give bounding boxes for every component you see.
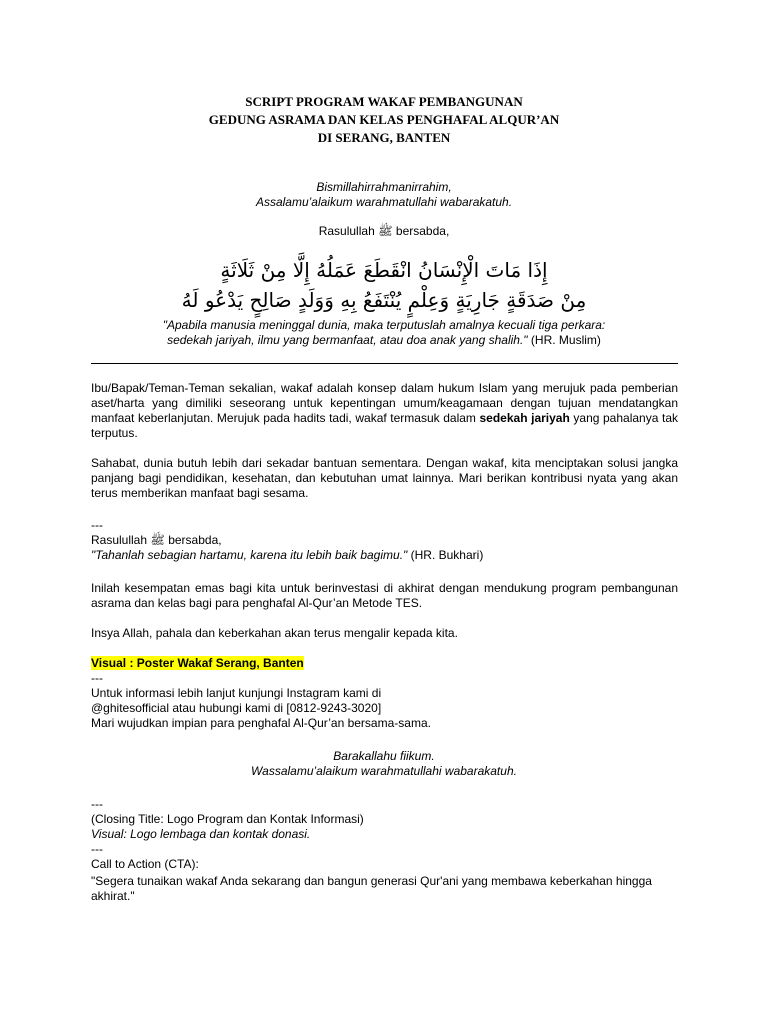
hadith2-intro: Rasulullah ﷺ bersabda,	[91, 533, 222, 547]
separator-3: ---	[91, 797, 103, 811]
saw-glyph: ﷺ	[150, 533, 165, 547]
closing-greeting	[0, 749, 768, 779]
closing-visual: Visual: Logo lembaga dan kontak donasi.	[91, 827, 311, 841]
hadith2-quote: "Tahanlah sebagian hartamu, karena itu lebih baik bagimu." (HR. Bukhari)	[91, 548, 484, 562]
cta-text: "Segera tunaikan wakaf Anda sekarang dan bangun generasi Qur'ani yang membawa keberkahan hingga akhirat."	[91, 874, 652, 903]
hadith1-intro: Rasulullah ﷺ bersabda,	[318, 224, 450, 238]
visual-label-line	[91, 656, 678, 671]
arabic-line-1: إِذَا مَاتَ الْإِنْسَانُ انْقَطَعَ عَمَلُهُ إِلَّا مِنْ ثَلَاثَةٍ	[220, 258, 548, 282]
paragraph-insya-allah: Insya Allah, pahala dan keberkahan akan terus mengalir kepada kita.	[91, 626, 458, 640]
barakallahu-line: Barakallahu fiikum.	[333, 749, 435, 763]
title-line-3: DI SERANG, BANTEN	[317, 130, 451, 145]
contact-info	[91, 686, 678, 731]
hadith1-source: (HR. Muslim)	[527, 333, 601, 347]
visual-label-highlight: Visual : Poster Wakaf Serang, Banten	[91, 656, 304, 670]
separator-2: ---	[91, 671, 103, 685]
title-line-1: SCRIPT PROGRAM WAKAF PEMBANGUNAN	[245, 94, 523, 109]
basmalah-line: Bismillahirrahmanirrahim,	[316, 180, 452, 194]
hadith1-translation	[0, 318, 768, 348]
paragraph-wakaf-definition: Ibu/Bapak/Teman-Teman sekalian, wakaf adalah konsep dalam hukum Islam yang merujuk pada pemberian aset/harta yang dimiliki seseorang untuk kepentingan umum/keagamaan dengan tujuan mendatangkan manfaat keberlanjutan. Merujuk pada hadits tadi, wakaf termasuk dalam sedekah jariyah yang pahalanya tak terputus.	[91, 381, 678, 440]
info-line-1: Untuk informasi lebih lanjut kunjungi Instagram kami di	[91, 686, 382, 700]
horizontal-divider	[91, 363, 678, 364]
document-title	[0, 93, 768, 147]
closing-title: (Closing Title: Logo Program dan Kontak Informasi)	[91, 812, 364, 826]
info-line-3: Mari wujudkan impian para penghafal Al-Qur’an bersama-sama.	[91, 716, 431, 730]
hadith1-arabic	[90, 255, 678, 315]
paragraph-kesempatan: Inilah kesempatan emas bagi kita untuk berinvestasi di akhirat dengan mendukung program pembangunan asrama dan kelas bagi para penghafal Al-Qur’an Metode TES.	[91, 581, 678, 610]
info-line-2: @ghitesofficial atau hubungi kami di [0812-9243-3020]	[91, 701, 382, 715]
sedekah-jariyah-bold: sedekah jariyah	[479, 411, 570, 425]
translation-line-2: sedekah jariyah, ilmu yang bermanfaat, atau doa anak yang shalih." (HR. Muslim)	[167, 333, 601, 347]
separator-1: ---	[91, 518, 103, 532]
salam-line: Assalamu’alaikum warahmatullahi wabarakatuh.	[255, 195, 513, 209]
hadith2-source: (HR. Bukhari)	[407, 548, 484, 562]
arabic-line-2: مِنْ صَدَقَةٍ جَارِيَةٍ وَعِلْمٍ يُنْتَفَعُ بِهِ وَوَلَدٍ صَالِحٍ يَدْعُو لَهُ	[181, 288, 587, 312]
separator-4: ---	[91, 842, 103, 856]
wassalam-line: Wassalamu’alaikum warahmatullahi wabarakatuh.	[251, 764, 517, 778]
title-line-2: GEDUNG ASRAMA DAN KELAS PENGHAFAL ALQUR’AN	[208, 112, 560, 127]
saw-glyph: ﷺ	[378, 224, 393, 238]
paragraph-sahabat: Sahabat, dunia butuh lebih dari sekadar bantuan sementara. Dengan wakaf, kita menciptakan solusi jangka panjang bagi pendidikan, kesehatan, dan kebutuhan umat lainnya. Mari berikan kontribusi nyata yang akan terus memberikan manfaat bagi sesama.	[91, 456, 678, 500]
cta-label: Call to Action (CTA):	[91, 857, 199, 871]
opening-greeting	[0, 180, 768, 210]
translation-line-1: "Apabila manusia meninggal dunia, maka terputuslah amalnya kecuali tiga perkara:	[162, 318, 606, 332]
